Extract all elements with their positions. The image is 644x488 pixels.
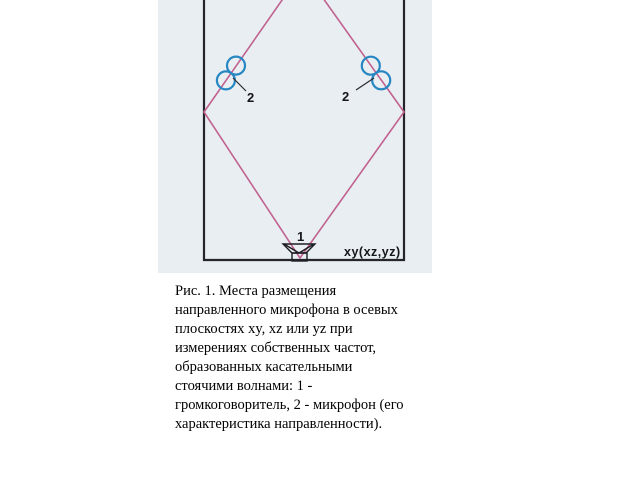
caption-line: стоячими волнами: 1 - (175, 378, 313, 394)
caption-line: измерениях собственных частот, (175, 340, 377, 356)
caption-line: Рис. 1. Места размещения (175, 283, 337, 299)
caption-line: характеристика направленности). (175, 416, 383, 432)
scan-background (158, 0, 432, 273)
figure-caption (175, 282, 435, 434)
plane-label: xy(xz,yz) (344, 245, 401, 259)
caption-line: громкоговоритель, 2 - микрофон (его (175, 397, 404, 413)
mic-label-right: 2 (342, 89, 350, 104)
room-diagram (158, 0, 432, 273)
speaker-label: 1 (297, 229, 305, 244)
mic-label-left: 2 (247, 90, 255, 105)
caption-line: направленного микрофона в осевых (175, 302, 398, 318)
caption-line: образованных касательными (175, 359, 353, 375)
figure-image (158, 0, 432, 273)
caption-line: плоскостях xy, xz или yz при (175, 321, 353, 337)
